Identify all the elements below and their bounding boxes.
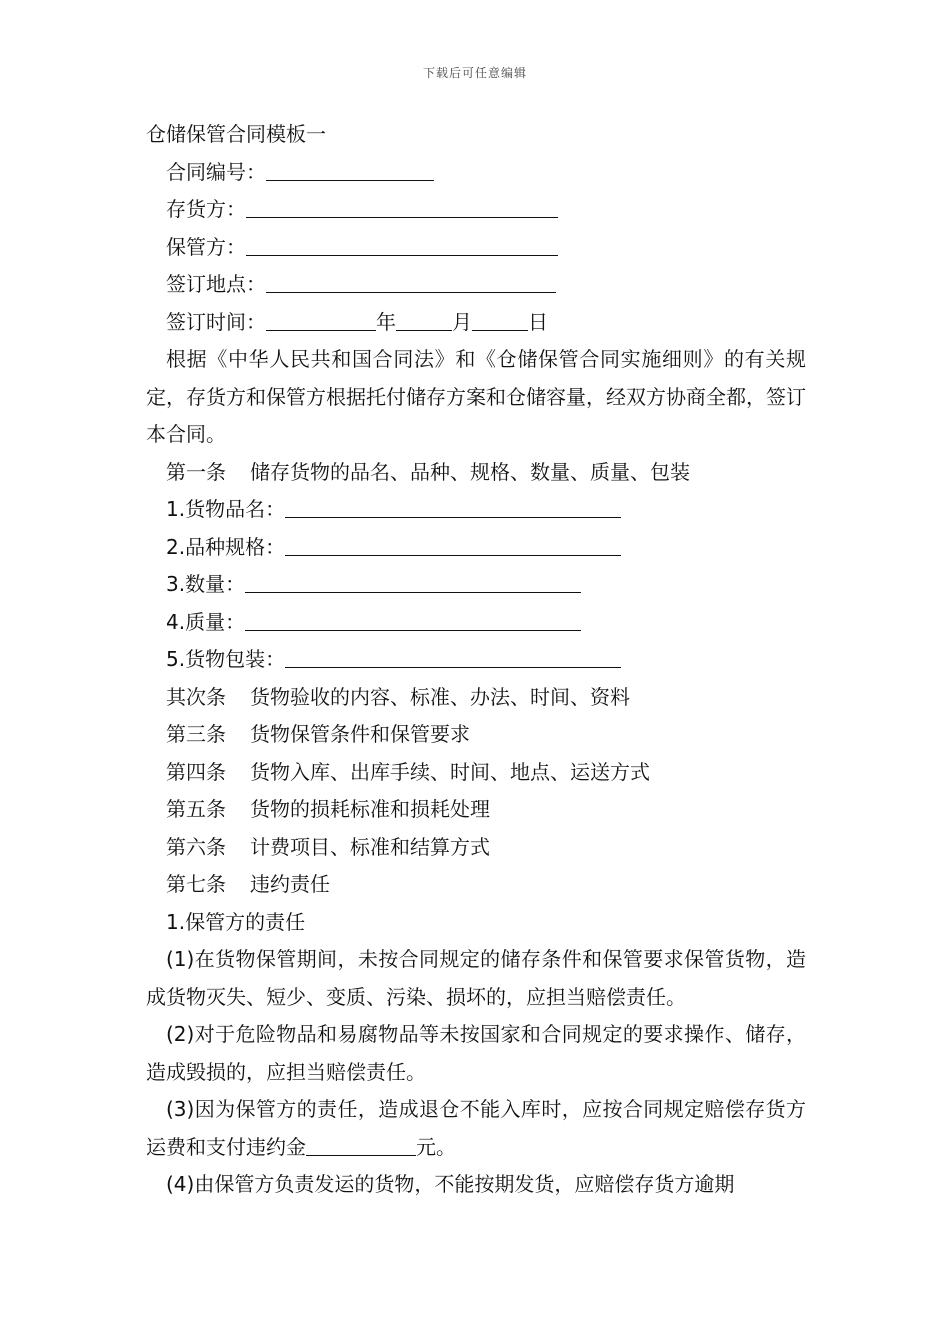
article-1 [146, 454, 806, 492]
field-contract-no [146, 154, 806, 192]
item-label: 4.质量： [166, 609, 246, 634]
fill-blank [266, 270, 556, 293]
field-place [146, 266, 806, 304]
item-packaging [146, 641, 806, 679]
clause-1: (1)在货物保管期间，未按合同规定的储存条件和保管要求保管货物，造成货物灭失、短少、变质、污染、损坏的，应担当赔偿责任。 [146, 947, 806, 1009]
article-number: 第一条 [166, 459, 226, 484]
fill-blank [266, 158, 434, 181]
fill-blank [285, 645, 621, 668]
fill-blank [246, 233, 558, 256]
field-label: 存货方： [166, 197, 246, 221]
item-quality [146, 604, 806, 642]
document-body [146, 116, 806, 1204]
header-note: 下载后可任意编辑 [422, 66, 527, 80]
item-label: 5.货物包装： [166, 647, 286, 671]
article-text: 货物验收的内容、标准、办法、时间、资料 [250, 684, 630, 709]
field-label: 签订地点： [166, 272, 266, 296]
article-number: 第四条 [166, 759, 226, 784]
field-depositor [146, 191, 806, 229]
fill-blank [245, 570, 581, 593]
field-label: 保管方： [166, 234, 246, 259]
intro-paragraph: 根据《中华人民共和国合同法》和《仓储保管合同实施细则》的有关规定，存货方和保管方根据托付储存方案和仓储容量，经双方协商全都，签订本合同。 [146, 347, 806, 446]
article-number: 第六条 [166, 834, 226, 859]
fill-blank [285, 495, 621, 518]
field-time [146, 304, 806, 342]
article-number: 其次条 [166, 684, 226, 709]
article-text: 货物的损耗标准和损耗处理 [250, 797, 490, 821]
field-label: 合同编号： [166, 159, 266, 184]
item-spec [146, 529, 806, 567]
fill-blank [266, 308, 376, 331]
item-label: 2.品种规格： [166, 534, 286, 559]
day-label: 日 [528, 309, 548, 334]
article-number: 第五条 [166, 797, 226, 821]
fill-blank [245, 608, 581, 631]
item-goods-name [146, 491, 806, 529]
article-2 [146, 679, 806, 717]
article-4 [146, 754, 806, 792]
item-label: 3.数量： [166, 572, 246, 596]
field-keeper [146, 229, 806, 267]
clause-3 [146, 1091, 806, 1166]
article-text: 储存货物的品名、品种、规格、数量、质量、包装 [250, 459, 690, 484]
clause-suffix: 元。 [416, 1134, 456, 1159]
article-text: 违约责任 [250, 872, 330, 896]
article-text: 货物入库、出库手续、时间、地点、运送方式 [250, 759, 650, 784]
fill-blank [472, 308, 528, 331]
article-text: 计费项目、标准和结算方式 [250, 834, 490, 859]
fill-blank [396, 308, 452, 331]
article-7 [146, 866, 806, 904]
fill-blank [306, 1133, 416, 1156]
sub-heading: 1.保管方的责任 [166, 909, 306, 934]
year-label: 年 [376, 309, 396, 334]
clause-4: (4)由保管方负责发运的货物，不能按期发货，应赔偿存货方逾期 [166, 1172, 735, 1196]
item-label: 1.货物品名： [166, 497, 286, 521]
fill-blank [285, 533, 621, 556]
clause-text: (3)因为保管方的责任，造成退仓不能入库时，应按合同规定赔偿存货方运费和支付违约金 [146, 1097, 806, 1159]
clause-2: (2)对于危险物品和易腐物品等未按国家和合同规定的要求操作、储存，造成毁损的，应担当赔偿责任。 [146, 1022, 806, 1084]
field-label: 签订时间： [166, 309, 266, 334]
fill-blank [246, 195, 558, 218]
article-number: 第七条 [166, 872, 226, 896]
article-5 [146, 791, 806, 829]
article-text: 货物保管条件和保管要求 [250, 722, 470, 746]
document-title: 仓储保管合同模板一 [146, 122, 326, 146]
article-6 [146, 829, 806, 867]
item-quantity [146, 566, 806, 604]
month-label: 月 [452, 309, 472, 334]
article-3 [146, 716, 806, 754]
article-number: 第三条 [166, 722, 226, 746]
